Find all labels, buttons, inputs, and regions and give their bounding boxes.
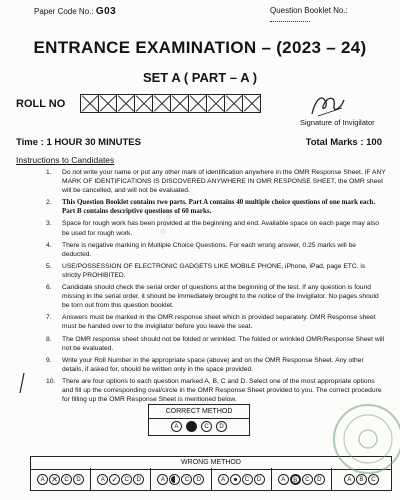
- question-booklet-no: [270, 6, 384, 24]
- roll-box: [152, 94, 171, 113]
- wrong-method-label: WRONG METHOD: [30, 456, 392, 470]
- bubble-option: A: [171, 421, 182, 432]
- bubble-option: A: [157, 474, 168, 485]
- instruction-item: 5. USE/POSSESSION OF ELECTRONIC GADGETS LIKE MOBILE PHONE, iPhone, iPad, page ETC. is strictly PROHIBITED.: [46, 262, 366, 279]
- bubble-option: C: [201, 421, 212, 432]
- wrong-example: [91, 468, 151, 490]
- margin-pen-mark: [18, 372, 26, 394]
- bubble-crossed: [49, 474, 60, 485]
- bubble-option: C: [61, 474, 72, 485]
- bubble-dotted: [230, 474, 241, 485]
- correct-method-example: [148, 417, 250, 436]
- roll-box: [242, 94, 261, 113]
- bubble-option: B: [356, 474, 367, 485]
- bubble-ticked: [109, 474, 120, 485]
- roll-box: [206, 94, 225, 113]
- watermark: •••: [150, 208, 182, 240]
- bubble-option: A: [344, 474, 355, 485]
- bubble-option: D: [73, 474, 84, 485]
- instructions-heading: Instructions to Candidates: [16, 155, 115, 165]
- bubble-option: C: [181, 474, 192, 485]
- paper-code: [34, 6, 116, 17]
- bubble-option: C: [242, 474, 253, 485]
- bubble-option: D: [133, 474, 144, 485]
- instructions-list: [46, 168, 386, 407]
- roll-box: [80, 94, 99, 113]
- bubble-option: D: [314, 474, 325, 485]
- invigilator-signature: [308, 92, 348, 118]
- paper-code-value: G03: [95, 6, 117, 17]
- instruction-item: 10. There are four options to each question marked A, B, C and D. Select one of the most appropriate options and fill up the corresponding oval/circle in the OMR Response Sheet provided to you. The correct procedure for filling up the OMR Response Sheet is mentioned below.: [46, 377, 382, 404]
- roll-box: [224, 94, 243, 113]
- paper-code-label: Paper Code No.:: [34, 7, 94, 16]
- bubble-option: A: [37, 474, 48, 485]
- bubble-half-filled: [169, 474, 180, 485]
- booklet-label: Question Booklet No.:: [270, 6, 348, 15]
- time-label: Time : 1 HOUR 30 MINUTES: [16, 137, 141, 148]
- header-row: [34, 6, 384, 20]
- instruction-item: 1. Do not write your name or put any other mark of identification anywhere in the OMR Response Sheet. IF ANY MARK OF IDENTIFICATIONS IS DISCOVERED ANYWHERE IN OMR RESPONSE SHEET, the OMR sheet will be cancelled, and will not be evaluated.: [46, 169, 386, 195]
- total-marks: Total Marks : 100: [305, 137, 382, 148]
- bubble-option: D: [216, 421, 227, 432]
- bubble-option: C: [121, 474, 132, 485]
- instruction-item: 8. The OMR response sheet should not be folded or wrinkled. The folded or wrinkled OMR/Response Sheet will not be evaluated.: [46, 335, 385, 352]
- correct-method-label: CORRECT METHOD: [148, 404, 250, 419]
- bubble-filled: [186, 421, 197, 432]
- instruction-item: 2. This Question Booklet contains two parts. Part A contains 40 multiple choice questions of one mark each. Part B contains descriptive questions of 60 marks.: [46, 198, 376, 216]
- instruction-item: 9. Write your Roll Number in the appropriate space (above) and on the OMR Response Sheet. Any other details, if asked for, should be written only in the space provided.: [46, 356, 364, 373]
- bubble-option: C: [368, 474, 379, 485]
- set-subtitle: SET A ( PART – A ): [142, 70, 258, 85]
- roll-label: ROLL NO: [16, 98, 66, 110]
- bubble-option: A: [97, 474, 108, 485]
- bubble-option: D: [193, 474, 204, 485]
- roll-box: [98, 94, 117, 113]
- roll-box: [134, 94, 153, 113]
- booklet-blank: [270, 21, 310, 22]
- institution-seal: [322, 395, 400, 485]
- wrong-example: [31, 468, 91, 490]
- instruction-item: 6. Candidate should check the serial order of questions at the beginning of the test. If any question is found missing in the serial order, it should be immediately brought to the notice of the Invigilator. No pages should be torn out from this question booklet.: [46, 284, 379, 310]
- roll-box: [188, 94, 207, 113]
- exam-title: ENTRANCE EXAMINATION – (2023 – 24): [33, 38, 367, 57]
- instruction-item: 3. Space for rough work has been provided at the beginning and end. Available space on each page may also be used for rough work.: [46, 220, 380, 237]
- bubble-option: D: [254, 474, 265, 485]
- bubble-heavy-outline: B: [290, 474, 301, 485]
- signature-label: Signature of Invigilator: [300, 118, 375, 127]
- bubble-option: A: [278, 474, 289, 485]
- roll-box: [116, 94, 135, 113]
- bubble-option: A: [218, 474, 229, 485]
- roll-number-boxes: [80, 94, 260, 113]
- wrong-example: [151, 468, 211, 490]
- instruction-item: 7. Answers must be marked in the OMR response sheet which is provided separately. OMR Response sheet must be handed over to the invigilator before you leave the seat.: [46, 314, 376, 331]
- bubble-option: C: [302, 474, 313, 485]
- instruction-item: 4. There is negative marking in Multiple Choice Questions. For each wrong answer, 0.25 marks will be deducted.: [46, 241, 357, 258]
- wrong-example: [212, 468, 272, 490]
- roll-box: [170, 94, 189, 113]
